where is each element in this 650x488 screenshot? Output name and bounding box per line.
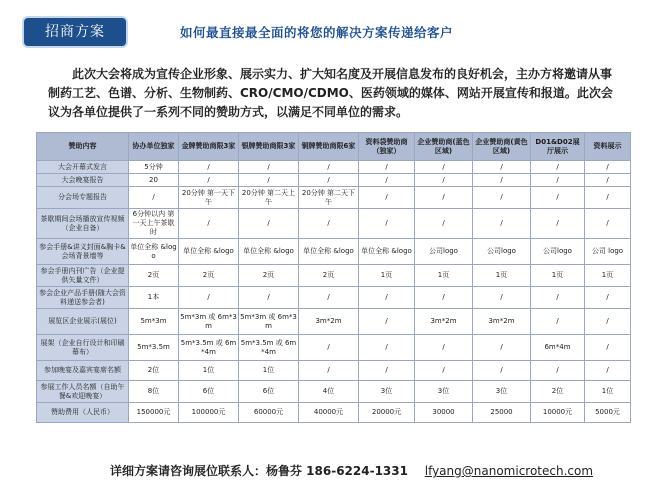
table-row [37,239,631,265]
table-cell: / [531,174,585,187]
row-label-cell: 分会场专题报告 [37,187,129,209]
table-cell: 10000元 [531,403,585,423]
table-cell: 2页 [129,265,179,287]
table-cell: 1页 [585,265,631,287]
table-cell: 公司logo [415,239,473,265]
table-cell: / [531,361,585,381]
table-cell: 公司logo [473,239,531,265]
table-row [37,187,631,209]
column-header: 资料展示 [585,133,631,161]
table-cell: 5m*3.5m 或 6m*4m [239,335,299,361]
table-row [37,265,631,287]
table-cell: / [531,187,585,209]
table-cell: 6m*4m [531,335,585,361]
contact-email-link[interactable]: lfyang@nanomicrotech.com [424,464,594,478]
table-cell: 6位 [179,381,239,403]
table-cell: 5m*3m 或 6m*3m [239,309,299,335]
table-cell: 40000元 [299,403,359,423]
table-cell: / [473,361,531,381]
column-header: 银牌赞助商限3家 [239,133,299,161]
table-cell: 2页 [239,265,299,287]
table-cell: 单位全称 &logo [179,239,239,265]
column-header: 企业赞助商(黄色区域) [473,133,531,161]
table-cell: 2位 [531,381,585,403]
table-cell: 单位全称 &logo [359,239,415,265]
table-cell: 20分钟 第一天下午 [179,187,239,209]
table-row [37,381,631,403]
table-cell: 1页 [473,265,531,287]
table-cell: 2位 [129,361,179,381]
table-cell: 5000元 [585,403,631,423]
table-cell: 1位 [179,361,239,381]
table-cell: / [415,287,473,309]
row-label-cell: 大会开幕式发言 [37,161,129,174]
table-cell: 3位 [473,381,531,403]
table-cell: / [299,161,359,174]
table-cell: / [299,361,359,381]
column-header: 铜牌赞助商限6家 [299,133,359,161]
table-cell: / [473,335,531,361]
table-cell: / [415,161,473,174]
table-cell: 100000元 [179,403,239,423]
table-cell: / [299,209,359,239]
table-cell: 1位 [585,381,631,403]
table-cell: 2页 [299,265,359,287]
table-cell: / [299,335,359,361]
table-cell: / [473,161,531,174]
table-cell: / [585,309,631,335]
table-cell: 5m*3m 或 6m*3m [179,309,239,335]
row-label-cell: 展览区企业展示(展位) [37,309,129,335]
table-row [37,287,631,309]
sponsorship-table-container [36,132,630,423]
table-cell: / [179,287,239,309]
row-label-cell: 参会企业产品手册(随大会资料递送参会者) [37,287,129,309]
column-header: D01&D02展厅展示 [531,133,585,161]
table-cell: / [415,335,473,361]
table-cell: / [473,174,531,187]
table-cell: 1页 [531,265,585,287]
row-label-cell: 参会手册内刊广告（企业提供矢量文件） [37,265,129,287]
table-cell: 5m*3.5m 或 6m*4m [179,335,239,361]
table-cell: 3m*2m [415,309,473,335]
table-cell: 公司 logo [585,239,631,265]
column-header: 赞助内容 [37,133,129,161]
table-cell: / [239,287,299,309]
table-cell: 6位 [239,381,299,403]
row-label-cell: 展架（企业自行设计和印刷幕布） [37,335,129,361]
table-cell: 60000元 [239,403,299,423]
table-cell: / [239,209,299,239]
column-header: 协办单位独家 [129,133,179,161]
table-cell: / [585,161,631,174]
table-cell: 公司logo [531,239,585,265]
table-cell: / [415,361,473,381]
sponsorship-table [36,132,631,423]
row-label-cell: 参加晚宴及嘉宾宴席名额 [37,361,129,381]
table-cell: / [473,287,531,309]
table-cell: 20 [129,174,179,187]
table-cell: 单位全称 &logo [239,239,299,265]
table-cell: / [531,287,585,309]
table-row [37,209,631,239]
table-row [37,403,631,423]
table-cell: / [359,161,415,174]
table-cell: 3位 [359,381,415,403]
table-cell: / [585,335,631,361]
table-cell: / [299,174,359,187]
section-badge: 招商方案 [24,18,126,46]
table-body [37,161,631,423]
table-cell: 4位 [299,381,359,403]
table-cell: / [585,187,631,209]
table-cell: 1页 [359,265,415,287]
table-cell: / [359,361,415,381]
column-header: 企业赞助商(蓝色区域) [415,133,473,161]
table-cell: / [531,161,585,174]
table-cell: 1位 [239,361,299,381]
table-cell: 1页 [415,265,473,287]
table-cell: / [179,161,239,174]
table-cell: / [585,174,631,187]
table-row [37,174,631,187]
table-cell: 单位全称 &logo [299,239,359,265]
table-cell: 3m*2m [299,309,359,335]
table-cell: / [585,209,631,239]
table-cell: 5m*3.5m [129,335,179,361]
table-cell: / [179,174,239,187]
table-cell: / [473,187,531,209]
table-cell: 5分钟 [129,161,179,174]
table-cell: 8位 [129,381,179,403]
intro-paragraph: 此次大会将成为宣传企业形象、展示实力、扩大知名度及开展信息发布的良好机会，主办方将邀请从事制药工艺、色谱、分析、生物制药、CRO/CMO/CDMO、医药领域的媒体、网站开展宣传和报道。此次会议为各单位提供了一系列不同的赞助方式，以满足不同单位的需求。 [48,67,613,119]
row-label-cell: 参会手册&讲义封面&胸卡&会场背景墙等 [37,239,129,265]
table-cell: / [585,361,631,381]
table-cell: 3位 [415,381,473,403]
table-row [37,161,631,174]
table-header-row [37,133,631,161]
table-cell: 20000元 [359,403,415,423]
table-cell: 5m*3m [129,309,179,335]
table-cell: / [359,309,415,335]
table-cell: / [531,309,585,335]
table-cell: / [359,187,415,209]
table-cell: / [299,287,359,309]
table-cell: / [179,209,239,239]
table-row [37,335,631,361]
table-cell: 单位全称 &logo [129,239,179,265]
table-cell: / [359,174,415,187]
table-cell: / [415,187,473,209]
table-cell: 6分钟以内 第一天上午茶歇时 [129,209,179,239]
table-cell: / [359,287,415,309]
column-header: 资料袋赞助商（独家） [359,133,415,161]
table-cell: / [239,174,299,187]
table-cell: / [531,209,585,239]
table-cell: 25000 [473,403,531,423]
column-header: 金牌赞助商限3家 [179,133,239,161]
table-cell: 2页 [179,265,239,287]
table-cell: / [129,187,179,209]
contact-footer [110,462,630,479]
row-label-cell: 大会晚宴报告 [37,174,129,187]
table-cell: 20分钟 第二天下午 [299,187,359,209]
table-cell: / [415,174,473,187]
table-cell: / [415,209,473,239]
table-cell: 3m*2m [473,309,531,335]
row-label-cell: 茶歇期间会场播放宣传视频（企业自备） [37,209,129,239]
table-row [37,361,631,381]
table-cell: 150000元 [129,403,179,423]
row-label-cell: 赞助费用（人民币） [37,403,129,423]
table-cell: / [585,287,631,309]
table-cell: / [359,335,415,361]
table-cell: / [359,209,415,239]
table-cell: 20分钟 第二天上午 [239,187,299,209]
row-label-cell: 参展工作人员名额（自助午餐&欢迎晚宴） [37,381,129,403]
table-cell: / [473,209,531,239]
table-cell: 30000 [415,403,473,423]
page-headline: 如何最直接最全面的将您的解决方案传递给客户 [180,25,454,40]
contact-text: 详细方案请咨询展位联系人：杨鲁芬 186-6224-1331 [110,464,408,478]
table-cell: / [239,161,299,174]
table-row [37,309,631,335]
table-cell: 1本 [129,287,179,309]
